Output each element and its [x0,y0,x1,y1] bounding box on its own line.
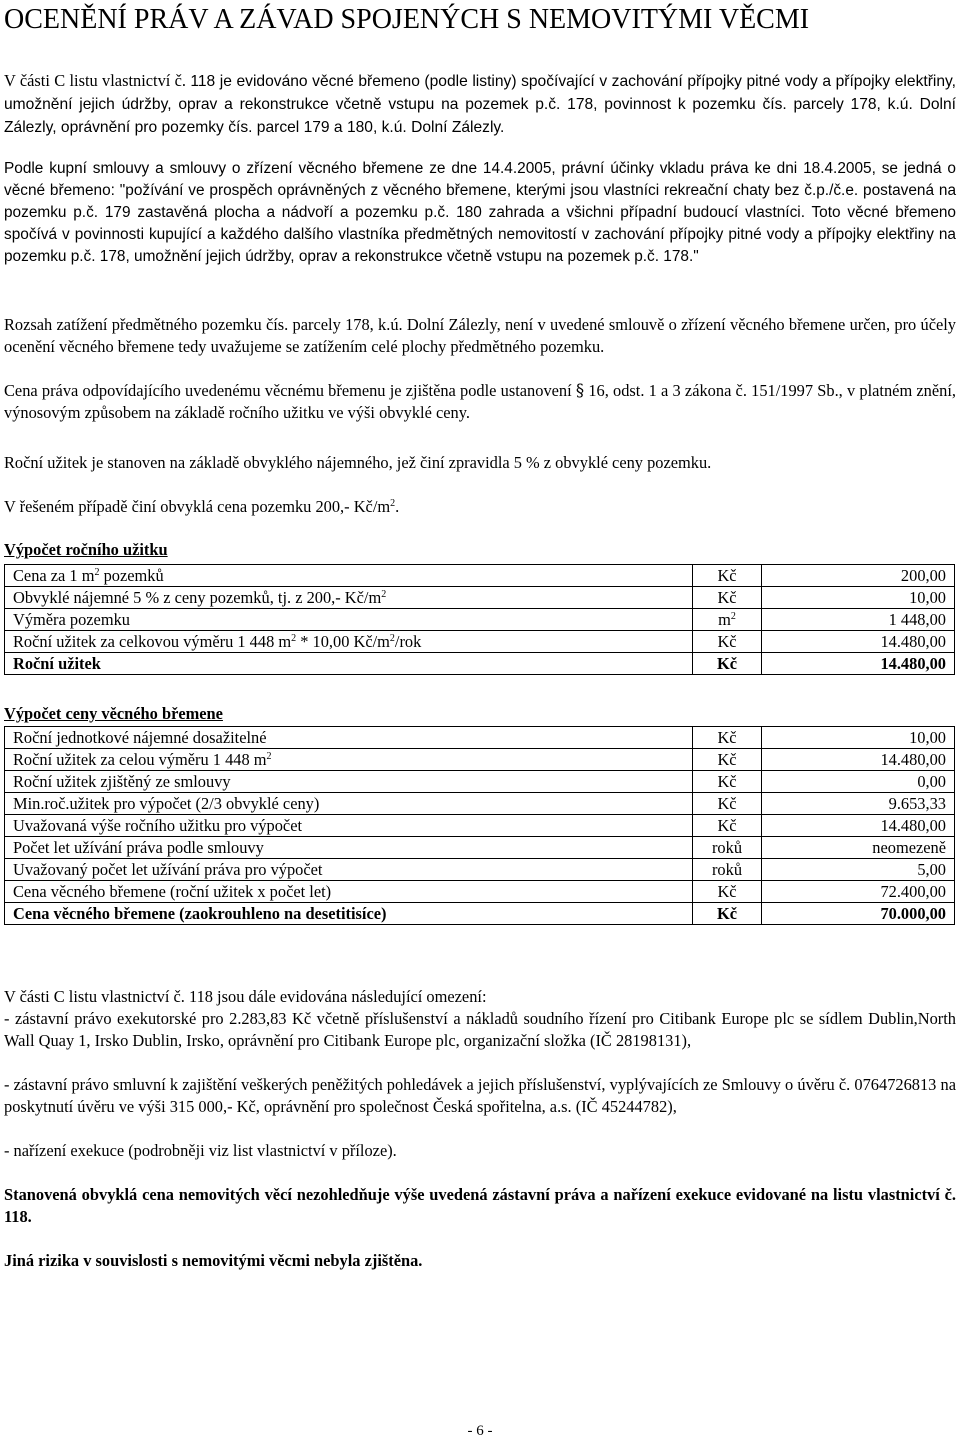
table1-label-cell [5,587,693,609]
table2-unit: Kč [717,793,737,813]
table2-unit: roků [711,859,743,879]
table2-row [5,793,955,815]
table2-label-cell [5,727,693,749]
table2-label-cell [5,815,693,837]
table2-unit: Kč [716,903,738,923]
table2-unit-cell [693,815,762,837]
table1-row [5,631,955,653]
table2-row [5,727,955,749]
table1-unit-cell [693,565,762,587]
table1-label: Roční užitek za celkovou výměru 1 448 m [13,631,292,651]
restrictions-intro: V části C listu vlastnictví č. 118 jsou dále evidována následující omezení: [4,987,487,1006]
table1-label-sup: 2 [291,632,297,644]
table2-unit: Kč [717,771,737,791]
table2-value: 72.400,00 [880,881,946,901]
table2-value: 70.000,00 [880,903,946,923]
table1-value: 200,00 [900,565,946,585]
table1-label-sup: 2 [94,566,100,578]
restriction-item-3: - nařízení exekuce (podrobněji viz list vlastnictví v příloze). [4,1141,397,1160]
table2-unit-cell [693,771,762,793]
table2-row [5,837,955,859]
table2-unit-cell [693,793,762,815]
table2-label-cell [5,771,693,793]
table1-label-rest2: /rok [394,631,422,651]
table1-label-rest: * 10,00 Kč/m [296,631,390,651]
table1-value-cell [762,631,955,653]
table1-label-sup: 2 [381,588,387,600]
table2-unit-cell [693,903,762,925]
usual-price-paragraph [4,496,956,518]
table2-label: Počet let užívání práva podle smlouvy [13,837,264,857]
table2-unit-cell [693,859,762,881]
table1-label-cell [5,631,693,653]
page-title: OCENĚNÍ PRÁV A ZÁVAD SPOJENÝCH S NEMOVITÝMI VĚCMI [4,4,810,35]
price-rule-b: 16, odst. 1 a 3 zákona č. 151/1997 Sb., v platném znění, výnosovým způsobem na základě ročního užitku ve výši obvyklé ceny. [4,381,956,422]
table2-unit: Kč [717,749,737,769]
table2-value-cell [762,859,955,881]
table2-label: Roční jednotkové nájemné dosažitelné [13,727,267,747]
table1-value-cell [762,653,955,675]
usual-price-end: . [395,497,400,516]
table2-unit: roků [711,837,743,857]
table1-value: 14.480,00 [880,653,946,673]
table2-label: Uvažovaná výše ročního užitku pro výpočet [13,815,303,835]
table1-row [5,609,955,631]
table2-value-cell [762,903,955,925]
annual-use-paragraph: Roční užitek je stanoven na základě obvyklého nájemného, jež činí zpravidla 5 % z obvyklé ceny pozemku. [4,453,712,472]
table2-label-cell [5,837,693,859]
table2-value: 0,00 [917,771,946,791]
table2-value-cell [762,881,955,903]
table2-label-sup: 2 [266,750,272,762]
usual-price-text: V řešeném případě činí obvyklá cena pozemku 200,- Kč/m [4,497,391,516]
annual-use-table [4,564,955,675]
table1-label-rest: pozemků [99,565,164,585]
table1-unit: m [718,609,731,629]
table2-value-cell [762,815,955,837]
contract-paragraph: Podle kupní smlouvy a smlouvy o zřízení věcného břemene ze dne 14.4.2005, právní účinky vkladu práva ke dni 18.4.2005, se jedná o věcné břemeno: "požívání ve prospěch oprávněných z věcného břemene, kterými jsou vlastníci rekreační chaty bez č.p./č.e. postavená na pozemku p.č. 179 zastavěná plocha a nádvoří a pozemku p.č. 180 zahrada a všichni případní budoucí vlastníci. Toto věcné břemeno spočívá v povinnosti kupující a každého dalšího vlastníka předmětných nemovitostí v zachování přípojky pitné vody a přípojky elektřiny na pozemku p.č. 178, umožnění jejich údržby, oprav a rekonstrukce včetně vstupu na pozemek p.č. 178." [4,160,956,265]
table2-row [5,749,955,771]
table1-heading: Výpočet ročního užitku [4,540,168,559]
statement-paragraph: Stanovená obvyklá cena nemovitých věcí nezohledňuje výše uvedená zástavní práva a nařízení exekuce evidované na listu vlastnictví č. 118. [4,1185,956,1226]
section-sign: § [575,381,585,400]
intro-lead: V části C listu vlastnictví č. [4,71,191,90]
table2-label-cell [5,749,693,771]
table2-label: Cena věcného břemene (zaokrouhleno na desetitisíce) [13,903,387,923]
intro-paragraph [4,70,956,139]
table1-row [5,587,955,609]
table2-value: 14.480,00 [880,749,946,769]
table2-unit-cell [693,749,762,771]
table2-label-cell [5,793,693,815]
table2-label: Min.roč.užitek pro výpočet (2/3 obvyklé ceny) [13,793,320,813]
scope-paragraph: Rozsah zatížení předmětného pozemku čís. parcely 178, k.ú. Dolní Zálezly, není v uvedené smlouvě o zřízení věcného břemene určen, pro účely ocenění věcného břemene tedy uvažujeme se zatížením celé plochy předmětného pozemku. [4,315,956,356]
table1-row [5,565,955,587]
table2-row [5,881,955,903]
table1-label: Obvyklé nájemné 5 % z ceny pozemků, tj. z 200,- Kč/m [13,587,382,607]
table2-value-cell [762,771,955,793]
table2-label: Roční užitek za celou výměru 1 448 m [13,749,267,769]
table2-label: Roční užitek zjištěný ze smlouvy [13,771,231,791]
table1-unit-cell [693,587,762,609]
table2-row [5,859,955,881]
table2-value-cell [762,837,955,859]
easement-price-table [4,726,955,925]
table1-label: Cena za 1 m [13,565,95,585]
table2-value-cell [762,727,955,749]
table2-label: Cena věcného břemene (roční užitek x počet let) [13,881,332,901]
table2-unit-cell [693,881,762,903]
table1-label: Výměra pozemku [13,609,130,629]
price-rule-paragraph [4,380,956,424]
table1-value: 14.480,00 [880,631,946,651]
other-risks-paragraph: Jiná rizika v souvislosti s nemovitými věcmi nebyla zjištěna. [4,1251,423,1270]
table1-label-sup2: 2 [389,632,395,644]
table1-unit: Kč [716,653,738,673]
table2-label-cell [5,881,693,903]
table2-row [5,815,955,837]
table1-value: 1 448,00 [888,609,946,629]
table1-unit: Kč [717,565,737,585]
table1-value-cell [762,565,955,587]
table2-value: neomezeně [872,837,946,857]
table1-unit: Kč [717,631,737,651]
table2-unit: Kč [717,727,737,747]
table2-unit-cell [693,837,762,859]
price-rule-a: Cena práva odpovídajícího uvedenému věcnému břemenu je zjištěna podle ustanovení [4,381,572,400]
table2-value: 10,00 [909,727,946,747]
table1-value-cell [762,609,955,631]
table2-heading: Výpočet ceny věcného břemene [4,704,223,723]
table2-label: Uvažovaný počet let užívání práva pro výpočet [13,859,323,879]
table2-unit: Kč [717,881,737,901]
table1-label-cell [5,565,693,587]
page-number: - 6 - [467,1423,493,1439]
restriction-item-2: - zástavní právo smluvní k zajištění veškerých peněžitých pohledávek a jejich příslušenství, vyplývajících ze Smlouvy o úvěru č. 0764726813 na poskytnutí úvěru ve výši 315 000,- Kč, oprávnění pro společnost Česká spořitelna, a.s. (IČ 45244782), [4,1075,956,1116]
table2-value-cell [762,793,955,815]
table1-label: Roční užitek [13,653,101,673]
table2-value: 5,00 [917,859,946,879]
restriction-item-1: - zástavní právo exekutorské pro 2.283,83 Kč včetně příslušenství a nákladů soudního řízení pro Citibank Europe plc se sídlem Dublin,North Wall Quay 1, Irsko Dublin, Irsko, oprávnění pro Citibank Europe plc, organizační složka (IČ 28198131), [4,1009,956,1050]
table2-row [5,903,955,925]
table2-label-cell [5,903,693,925]
intro-body: 118 je evidováno věcné břemeno (podle listiny) spočívající v zachování přípojky pitné vody a přípojky elektřiny, umožnění jejich údržby, oprav a rekonstrukce včetně vstupu na pozemek p.č. 178, povinnost k pozemku čís. parcely 178, k.ú. Dolní Zálezly, oprávnění pro pozemky čís. parcel 179 a 180, k.ú. Dolní Zálezly. [4,73,956,136]
table1-label-cell [5,609,693,631]
usual-price-sup: 2 [390,498,396,509]
table1-value-cell [762,587,955,609]
table2-unit-cell [693,727,762,749]
table2-label-cell [5,859,693,881]
table2-value: 9.653,33 [888,793,946,813]
table2-unit: Kč [717,815,737,835]
table2-value: 14.480,00 [880,815,946,835]
table1-unit: Kč [717,587,737,607]
table1-value: 10,00 [909,587,946,607]
table1-unit-cell [693,653,762,675]
table2-row [5,771,955,793]
table2-value-cell [762,749,955,771]
table1-row [5,653,955,675]
table1-unit-sup: 2 [730,610,736,622]
table1-unit-cell [693,609,762,631]
table1-label-cell [5,653,693,675]
table1-unit-cell [693,631,762,653]
